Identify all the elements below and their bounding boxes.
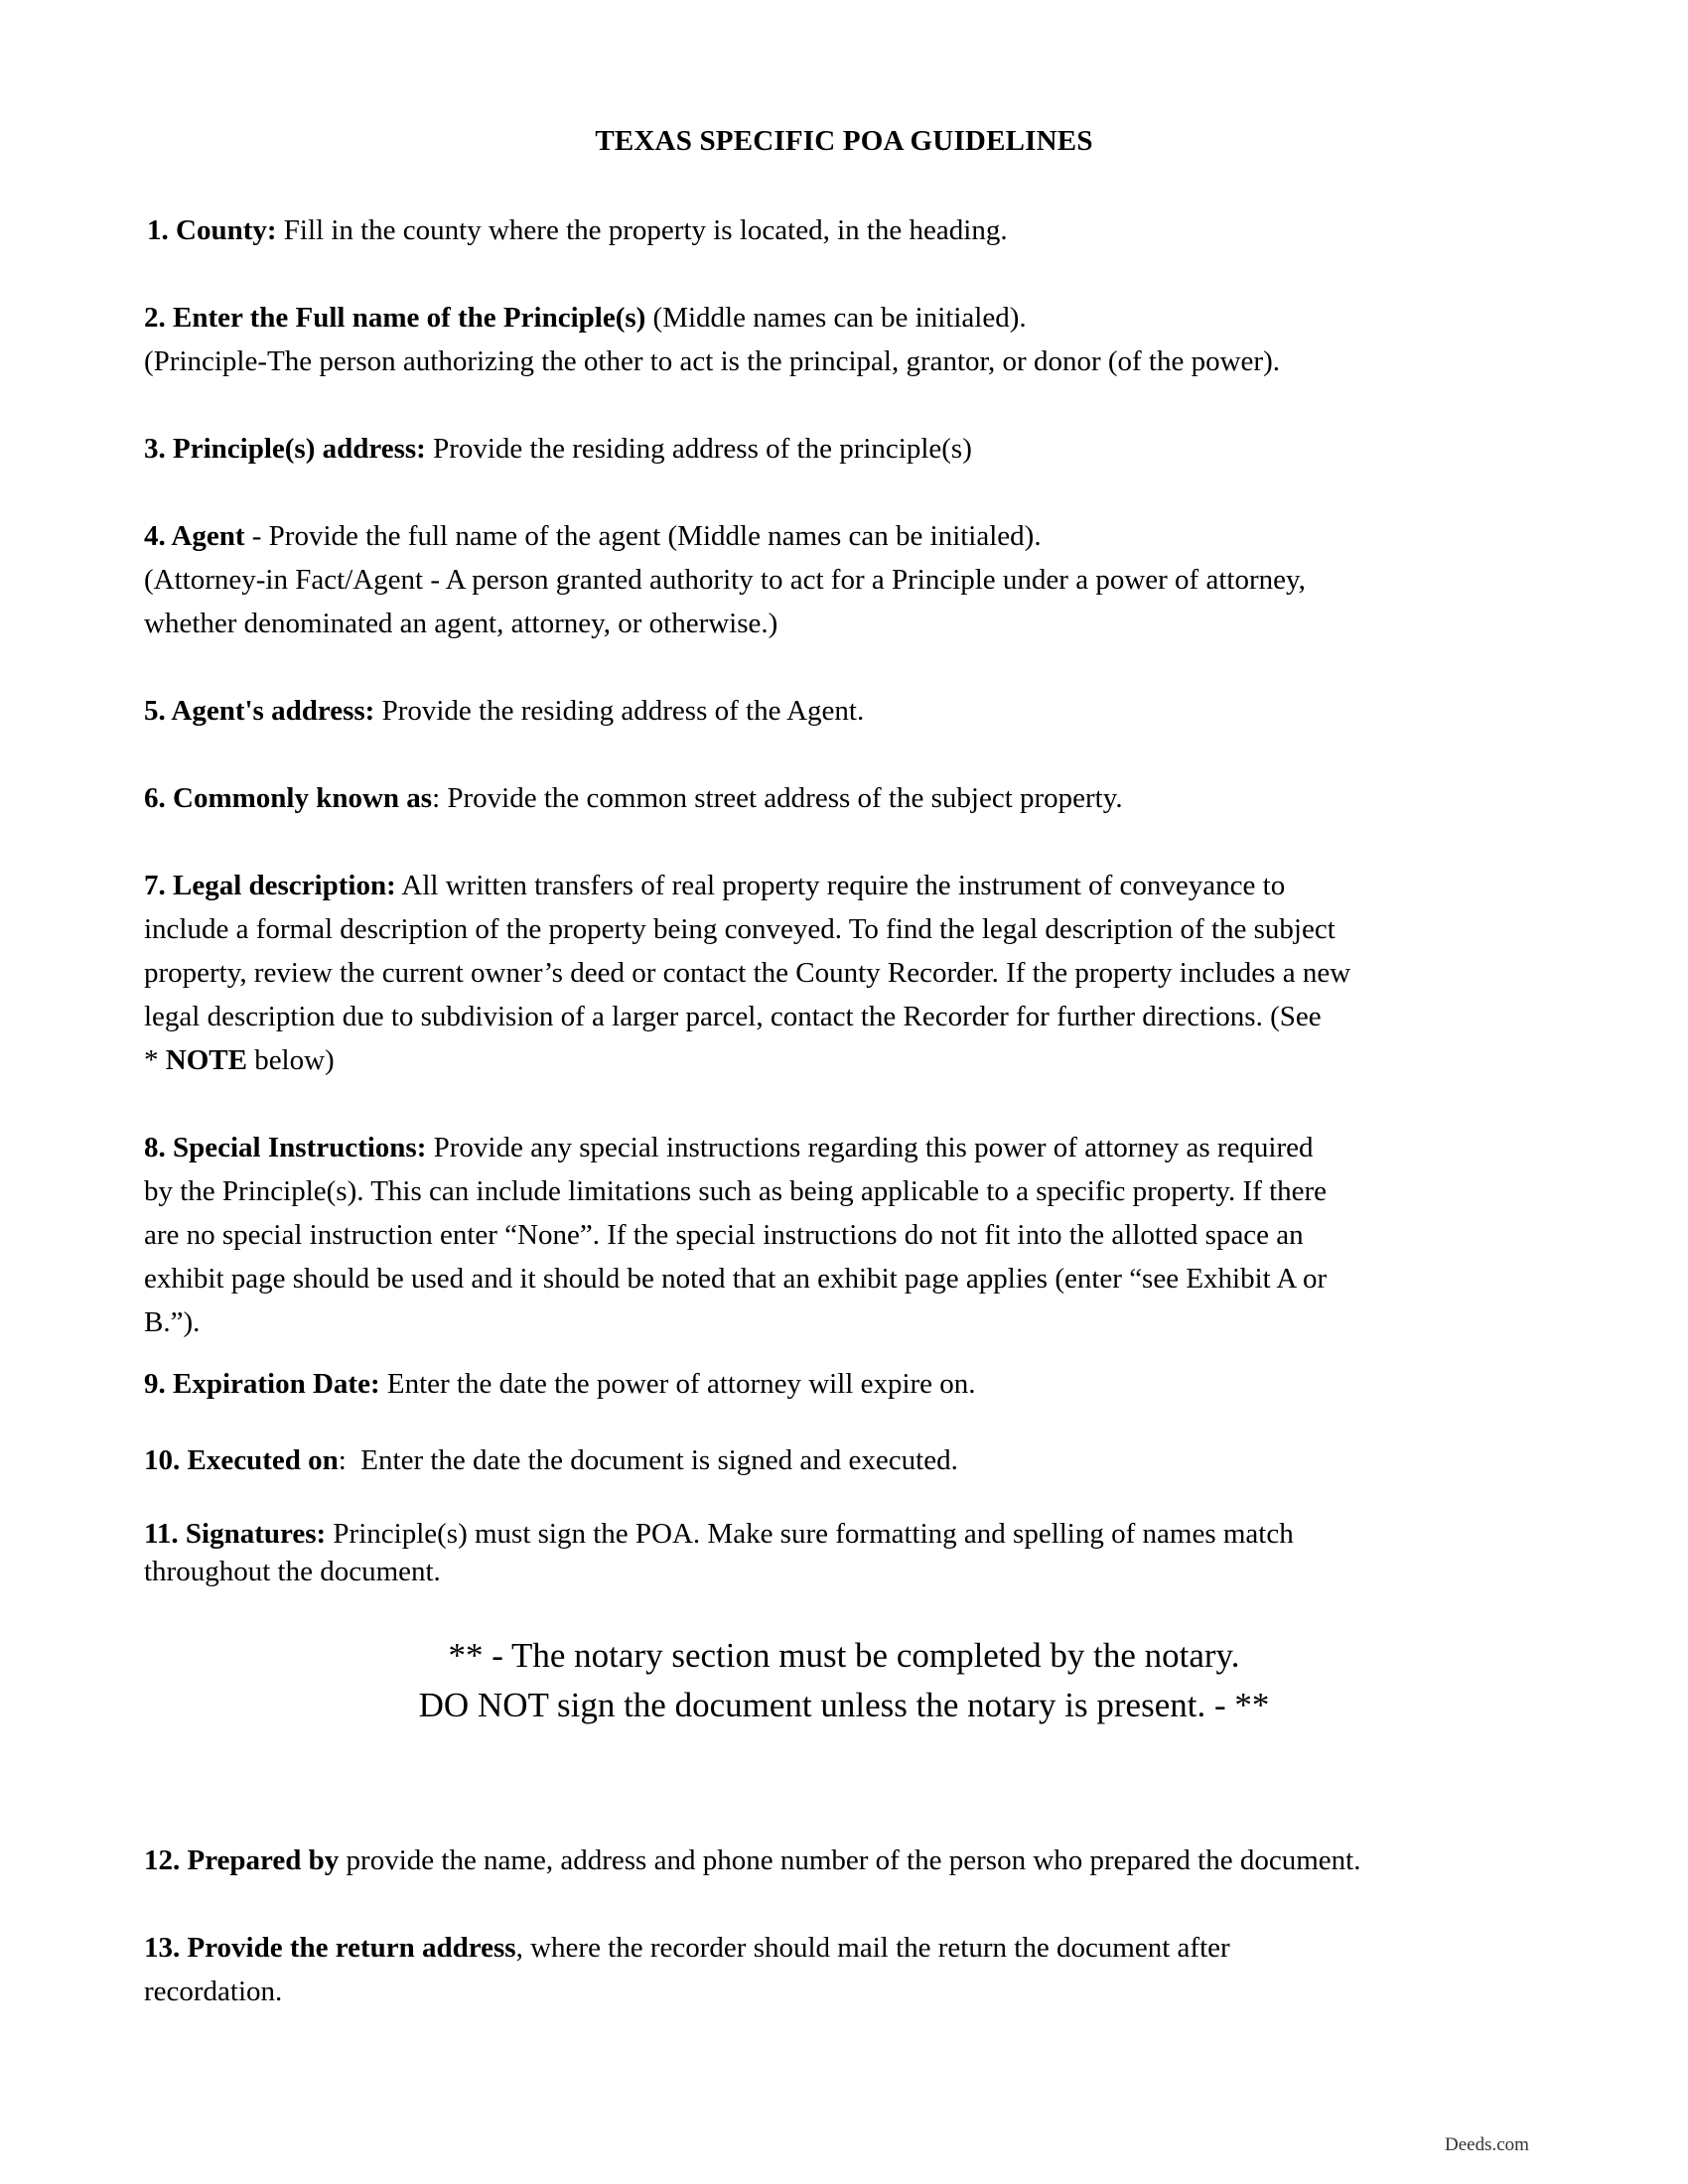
item-label: 10. Executed on (144, 1444, 339, 1476)
item-text: Provide any special instructions regarding this power of attorney as required (433, 1132, 1314, 1163)
item-text: Provide the residing address of the Agent. (381, 695, 865, 727)
item-text: property, review the current owner’s deed or contact the County Recorder. If the property includes a new (144, 957, 1351, 989)
item-text: legal description due to subdivision of a larger parcel, contact the Recorder for further directions. (See (144, 1001, 1322, 1032)
item-label: 2. Enter the Full name of the Principle(s) (144, 302, 646, 334)
item-text: : Enter the date the document is signed and executed. (338, 1444, 958, 1476)
item-signatures (144, 1515, 1564, 1590)
item-label: 3. Principle(s) address: (144, 433, 426, 465)
item-text: Provide the residing address of the principle(s) (433, 433, 972, 465)
item-executed-on (144, 1438, 1564, 1482)
footer-brand: Deeds.com (1445, 2134, 1529, 2155)
item-text: (Principle-The person authorizing the other to act is the principal, grantor, or donor (of the power). (144, 345, 1280, 377)
document-title: TEXAS SPECIFIC POA GUIDELINES (595, 125, 1093, 157)
item-label: 5. Agent's address: (144, 695, 375, 727)
item-label: 6. Commonly known as (144, 782, 433, 814)
note-suffix: below) (246, 1044, 335, 1076)
item-return-address (144, 1926, 1564, 2013)
item-label: 1. County: (147, 214, 277, 246)
item-text: provide the name, address and phone number of the person who prepared the document. (346, 1844, 1361, 1876)
item-label: 11. Signatures: (144, 1518, 327, 1550)
item-text: whether denominated an agent, attorney, or otherwise.) (144, 608, 778, 639)
item-text: , where the recorder should mail the return the document after (515, 1932, 1230, 1964)
item-text: Enter the date the power of attorney will expire on. (386, 1368, 976, 1400)
notary-warning (0, 1631, 1688, 1730)
item-expiration-date (144, 1362, 1564, 1406)
item-label: 9. Expiration Date: (144, 1368, 380, 1400)
item-text: - Provide the full name of the agent (Middle names can be initialed). (251, 520, 1042, 552)
item-label: 12. Prepared by (144, 1844, 340, 1876)
item-label: 13. Provide the return address (144, 1932, 516, 1964)
notary-warning-line-2: DO NOT sign the document unless the notary is present. - ** (418, 1686, 1270, 1724)
item-text: (Middle names can be initialed). (652, 302, 1027, 334)
item-text: All written transfers of real property require the instrument of conveyance to (401, 870, 1286, 901)
item-principle-name (144, 296, 1564, 383)
note-prefix: * (144, 1044, 166, 1076)
item-agent (144, 514, 1564, 645)
item-text: throughout the document. (144, 1556, 441, 1587)
item-commonly-known-as (144, 776, 1564, 820)
item-label: 8. Special Instructions: (144, 1132, 427, 1163)
item-label: 4. Agent (144, 520, 245, 552)
item-text: B.”). (144, 1306, 201, 1338)
item-label: 7. Legal description: (144, 870, 396, 901)
item-principle-address (144, 427, 1564, 471)
item-text: recordation. (144, 1976, 283, 2007)
item-special-instructions (144, 1126, 1564, 1344)
item-text: (Attorney-in Fact/Agent - A person granted authority to act for a Principle under a power of attorney, (144, 564, 1306, 596)
item-agent-address (144, 689, 1564, 733)
item-text: Principle(s) must sign the POA. Make sure formatting and spelling of names match (333, 1518, 1294, 1550)
item-text: by the Principle(s). This can include limitations such as being applicable to a specific property. If there (144, 1175, 1328, 1207)
note-label: NOTE (165, 1044, 247, 1076)
item-text: exhibit page should be used and it should be noted that an exhibit page applies (enter “see Exhibit A or (144, 1263, 1328, 1295)
item-text: : Provide the common street address of the subject property. (432, 782, 1123, 814)
item-legal-description (144, 864, 1564, 1082)
item-county (147, 208, 1567, 252)
item-text: include a formal description of the property being conveyed. To find the legal description of the subject (144, 913, 1336, 945)
item-text: Fill in the county where the property is located, in the heading. (283, 214, 1008, 246)
item-text: are no special instruction enter “None”. If the special instructions do not fit into the allotted space an (144, 1219, 1304, 1251)
item-prepared-by (144, 1839, 1564, 1882)
notary-warning-line-1: ** - The notary section must be completed by the notary. (448, 1636, 1240, 1675)
